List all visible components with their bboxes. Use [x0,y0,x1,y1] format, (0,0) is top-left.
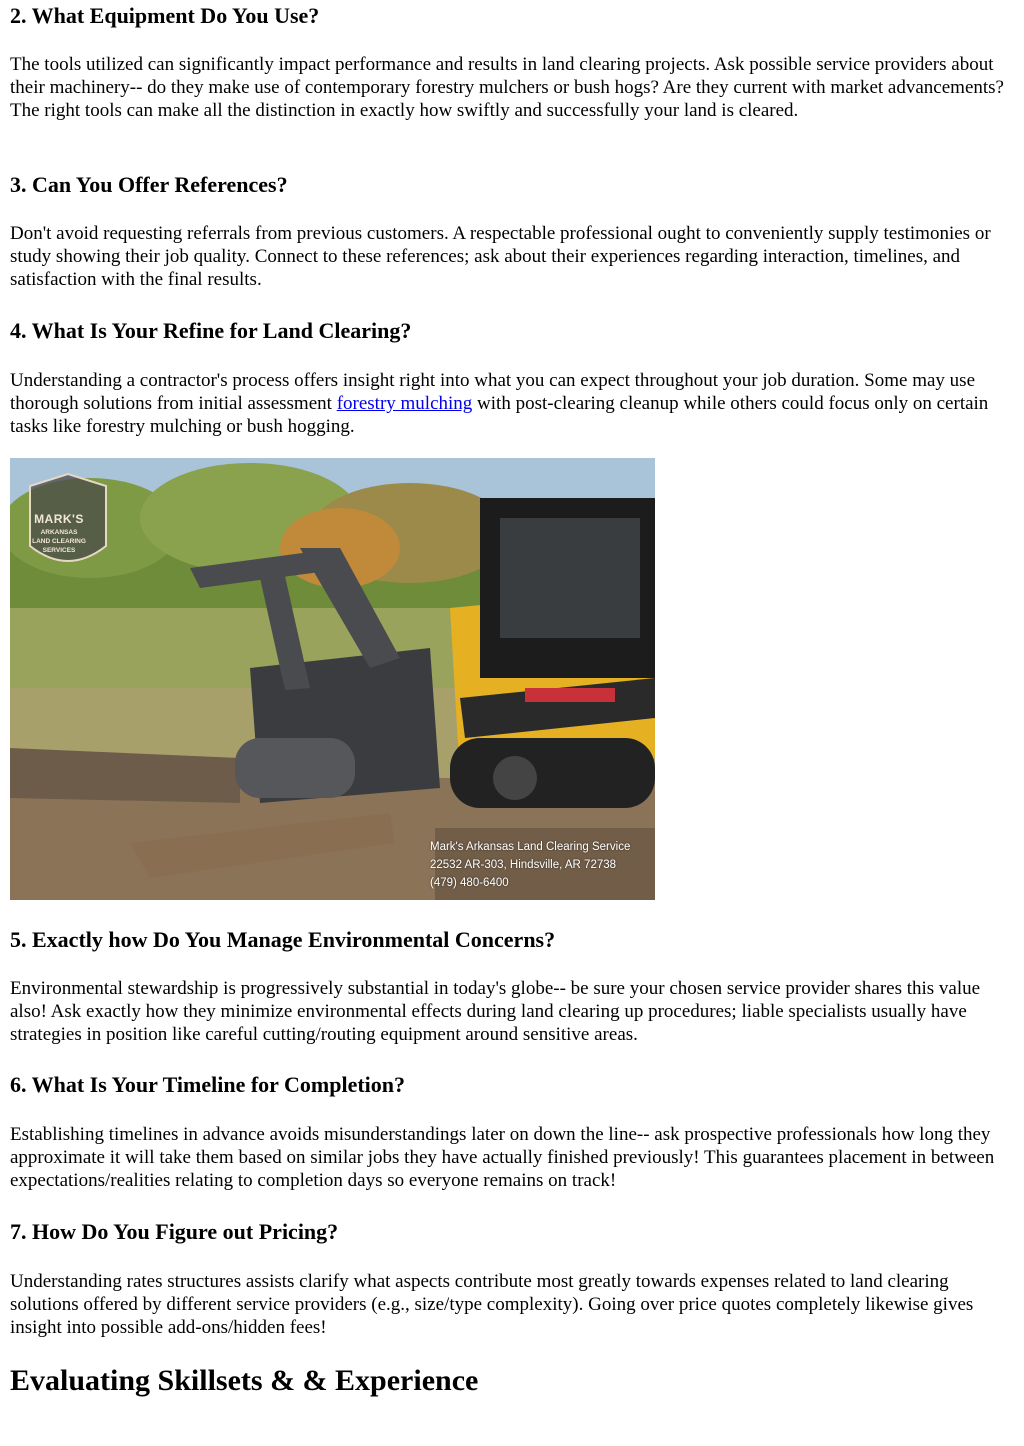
section-4-text-before: Understanding a contractor's process offers insight right into what you can expect throughout your job duration. Some may use thorough solutions from initial assessment [10,370,976,415]
section-3-text: Don't avoid requesting referrals from previous customers. A respectable professional ought to conveniently supply testimonies or study showing their job quality. Connect to these references; ask about their experiences regarding interaction, timelines, and satisfaction with the final results. [10,223,991,291]
caption-address: 22532 AR-303, Hindsville, AR 72738 [430,859,617,871]
caption-company: Mark's Arkansas Land Clearing Service [430,841,631,853]
photo-caption [430,838,645,892]
logo-line-4: SERVICES [42,547,76,554]
section-3-heading: 3. Can You Offer References? [10,172,288,197]
section-2-text: The tools utilized can significantly impact performance and results in land clearing projects. Ask possible service providers about their machinery-- do they make use of contemporary forestry mulchers or bush hogs? Are they current with market advancements? The right tools can make all the distinction in exactly how swiftly and successfully your land is cleared. [10,54,1004,122]
section-4-text-after: with post-clearing cleanup while others could focus only on certain tasks like forestry mulching or bush hogging. [10,393,989,438]
caption-phone: (479) 480-6400 [430,877,509,889]
company-logo [20,474,98,569]
section-5-heading: 5. Exactly how Do You Manage Environmental Concerns? [10,927,556,952]
section-6-text: Establishing timelines in advance avoids misunderstandings later on down the line-- ask prospective professionals how long they approximate it will take them based on similar jobs they have actually finished previously! This guarantees placement in between expectations/realities relating to completion days so everyone remains on track! [10,1124,995,1192]
section-4-heading: 4. What Is Your Refine for Land Clearing? [10,318,412,343]
section-5-text: Environmental stewardship is progressively substantial in today's globe-- be sure your chosen service provider shares this value also! Ask exactly how they minimize environmental effects during land clearing up procedures; liable specialists usually have strategies in position like careful cutting/routing equipment around sensitive areas. [10,978,981,1046]
section-4-text [10,369,1016,439]
evaluating-heading: Evaluating Skillsets & & Experience [10,1364,479,1397]
logo-line-2: ARKANSAS [40,529,78,536]
logo-line-1: MARK'S [34,512,84,526]
section-7-heading: 7. How Do You Figure out Pricing? [10,1219,339,1244]
forestry-mulching-link[interactable]: forestry mulching [336,393,473,415]
section-2-heading: 2. What Equipment Do You Use? [10,3,320,28]
logo-line-3: LAND CLEARING [32,538,86,545]
photo-illustration [10,458,655,900]
forestry-mulcher-photo [10,458,655,900]
section-6-heading: 6. What Is Your Timeline for Completion? [10,1072,406,1097]
section-7-text: Understanding rates structures assists clarify what aspects contribute most greatly towards expenses related to land clearing solutions offered by different service providers (e.g., size/type complexity). Going over price quotes completely likewise gives insight into possible add-ons/hidden fees! [10,1271,974,1339]
